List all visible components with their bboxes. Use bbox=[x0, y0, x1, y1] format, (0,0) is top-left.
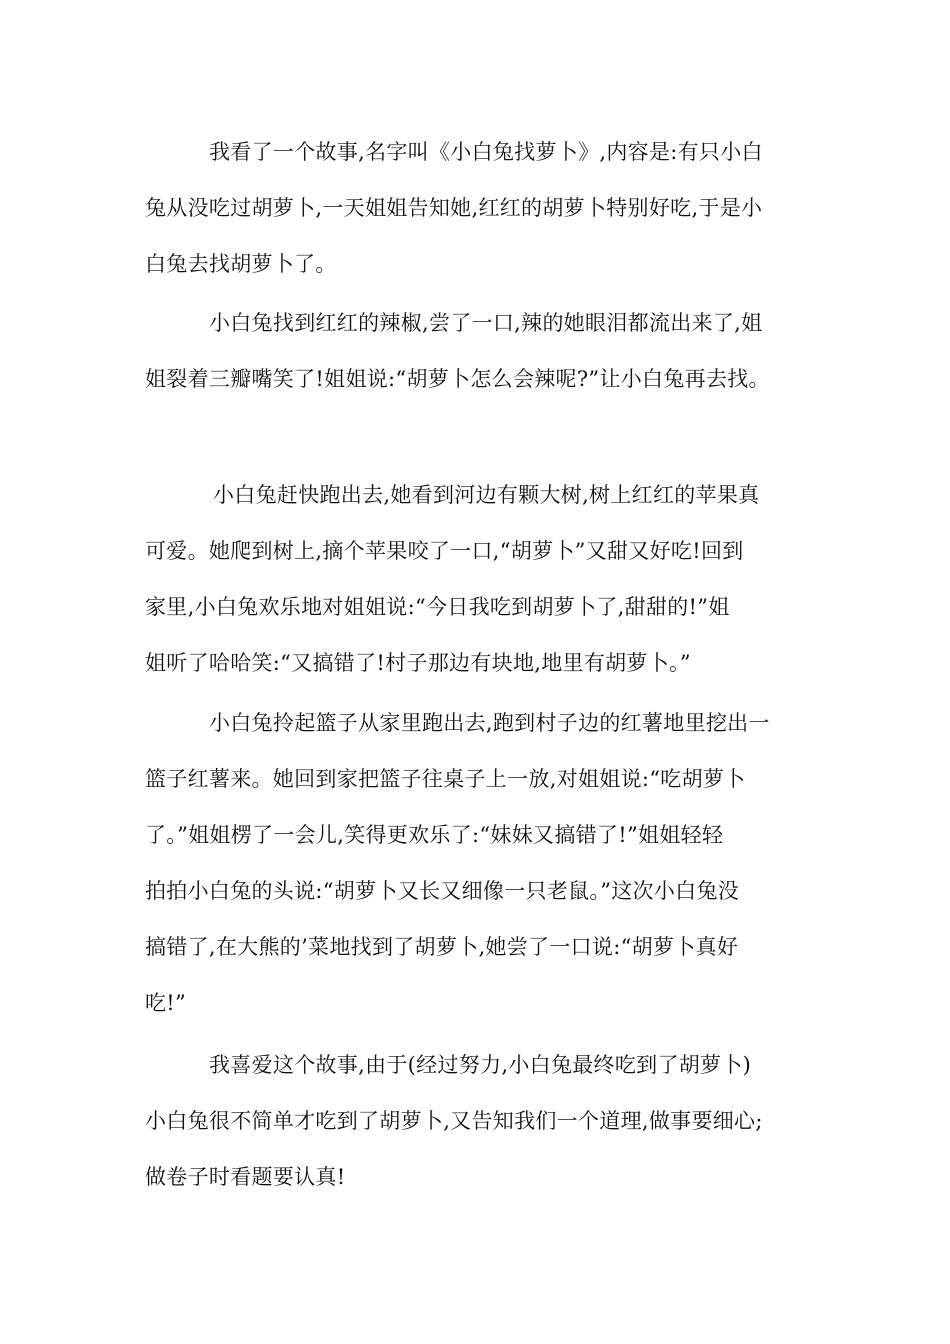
paragraph-2 bbox=[145, 295, 815, 407]
paragraph-4 bbox=[145, 695, 815, 1031]
paragraph-4-line-4: 拍拍小白兔的头说:“胡萝卜又长又细像一只老鼠。”这次小白兔没 bbox=[145, 879, 740, 903]
paragraph-5-line-1: 我喜爱这个故事,由于(经过努力,小白兔最终吃到了胡萝卜) bbox=[209, 1053, 752, 1077]
paragraph-5 bbox=[145, 1037, 815, 1205]
paragraph-5-line-3: 做卷子时看题要认真! bbox=[145, 1165, 346, 1189]
paragraph-4-line-6: 吃!” bbox=[145, 991, 187, 1015]
paragraph-2-line-2: 姐裂着三瓣嘴笑了!姐姐说:“胡萝卜怎么会辣呢?”让小白兔再去找。 bbox=[145, 367, 770, 391]
paragraph-3-line-4: 姐听了哈哈笑:“又搞错了!村子那边有块地,地里有胡萝卜。” bbox=[145, 651, 691, 675]
paragraph-3-line-1: 小白兔赶快跑出去,她看到河边有颗大树,树上红红的苹果真 bbox=[213, 483, 760, 507]
paragraph-3-line-3: 家里,小白兔欢乐地对姐姐说:“今日我吃到胡萝卜了,甜甜的!”姐 bbox=[145, 595, 730, 619]
paragraph-4-line-5: 搞错了,在大熊的’菜地找到了胡萝卜,她尝了一口说:“胡萝卜真好 bbox=[145, 935, 739, 959]
paragraph-5-line-2: 小白兔很不简单才吃到了胡萝卜,又告知我们一个道理,做事要细心; bbox=[145, 1109, 763, 1133]
paragraph-4-line-3: 了。”姐姐楞了一会儿,笑得更欢乐了:“妹妹又搞错了!”姐姐轻轻 bbox=[145, 823, 724, 847]
paragraph-1-line-3: 白兔去找胡萝卜了。 bbox=[145, 252, 337, 276]
paragraph-4-line-1: 小白兔拎起篮子从家里跑出去,跑到村子边的红薯地里挖出一 bbox=[209, 711, 770, 735]
paragraph-3-line-2: 可爱。她爬到树上,摘个苹果咬了一口,“胡萝卜”又甜又好吃!回到 bbox=[145, 539, 744, 563]
paragraph-3 bbox=[145, 467, 815, 691]
paragraph-4-line-2: 篮子红薯来。她回到家把篮子往桌子上一放,对姐姐说:“吃胡萝卜 bbox=[145, 767, 746, 791]
paragraph-1 bbox=[145, 124, 815, 292]
paragraph-1-line-2: 兔从没吃过胡萝卜,一天姐姐告知她,红红的胡萝卜特别好吃,于是小 bbox=[145, 196, 763, 220]
paragraph-2-line-1: 小白兔找到红红的辣椒,尝了一口,辣的她眼泪都流出来了,姐 bbox=[209, 311, 763, 335]
paragraph-1-line-1: 我看了一个故事,名字叫《小白兔找萝卜》,内容是:有只小白 bbox=[209, 140, 763, 164]
